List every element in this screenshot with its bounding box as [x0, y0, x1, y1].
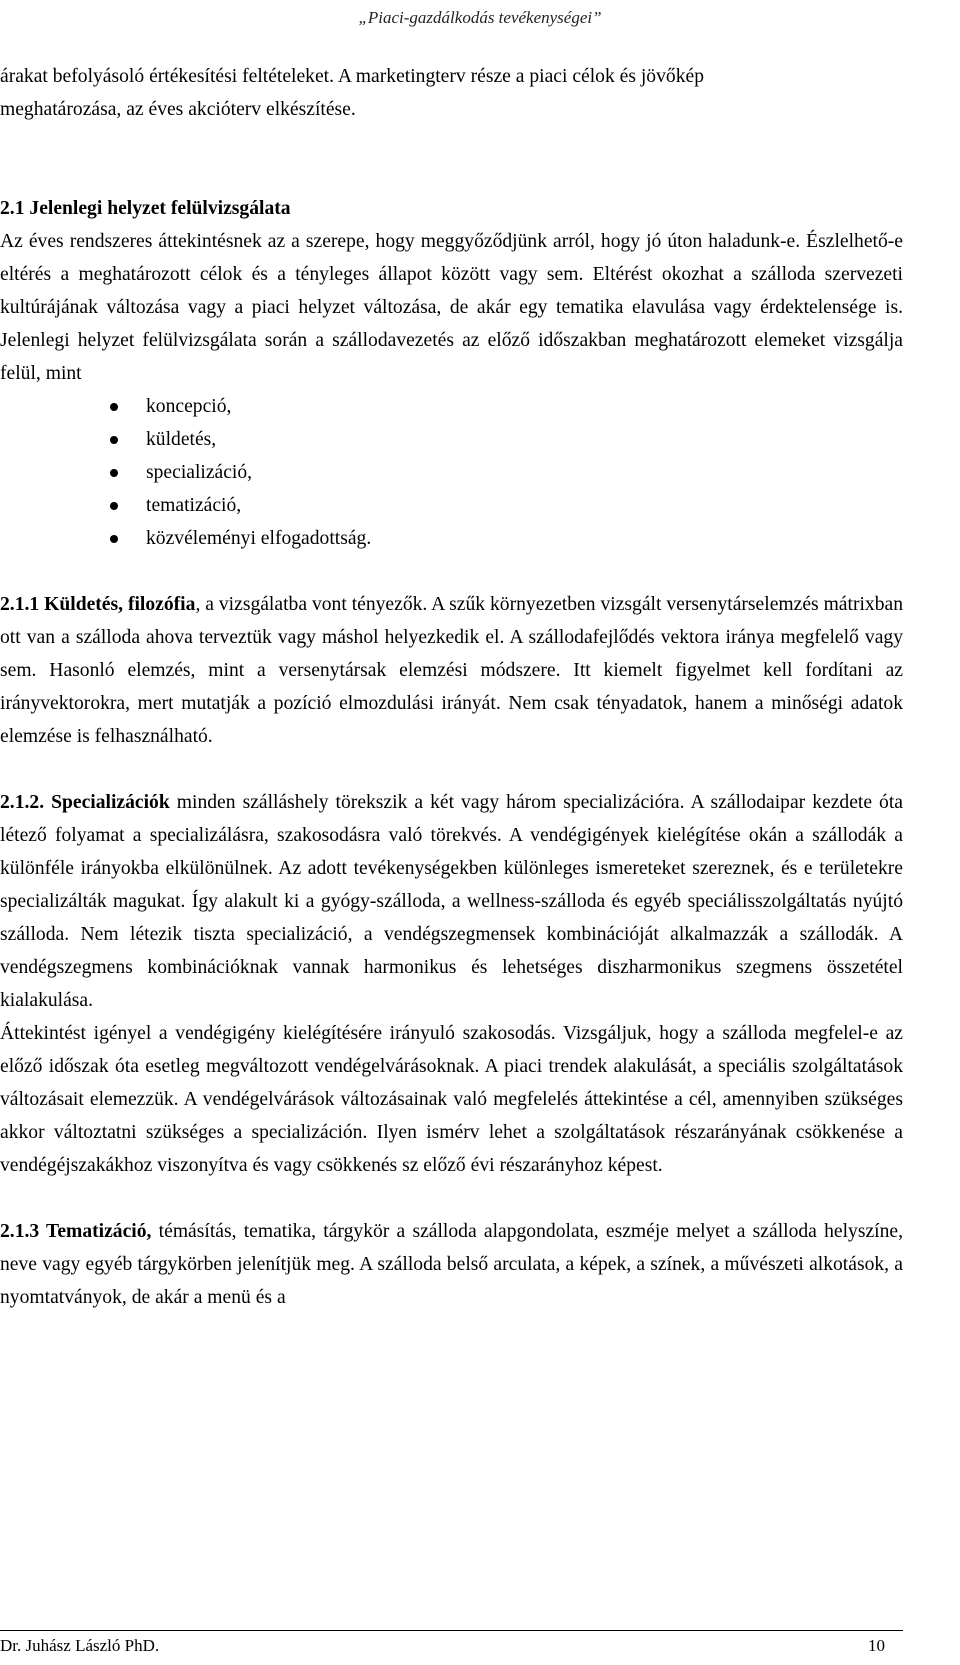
section-2-1-2-heading: Specializációk	[51, 792, 170, 813]
section-2-1-1-paragraph: 2.1.1 Küldetés, filozófia, a vizsgálatba vont tényezők. A szűk környezetben vizsgált versenytárselemzés mátrixban ott van a szálloda ahova terveztük vagy máshol helyezkedik el. A szállodafejlődés vektora iránya megfelelő vagy sem. Hasonló elemzés, mint a versenytársak elemzési módszere. Itt kiemelt figyelmet kell fordítani az irányvektorokra, mert mutatják a pozíció elmozdulási irányát. Nem csak tényadatok, hanem a minőségi adatok elemzése is felhasználható.	[0, 594, 904, 747]
intro-line-2: meghatározása, az éves akcióterv elkészítése.	[0, 99, 356, 120]
running-header: „Piaci-gazdálkodás tevékenységei”	[358, 8, 602, 27]
section-2-1-2-number: 2.1.2.	[0, 792, 52, 813]
list-item: tematizáció,	[0, 489, 903, 522]
section-2-1-2-paragraph: 2.1.2. Specializációk minden szálláshely törekszik a két vagy három specializációra. A szállodaipar kezdete óta létező folyamat a specializálásra, szakosodásra való törekvés. A vendégigények kielégítése okán a szállodák a különféle irányokba elkülönülnek. Az adott tevékenységekben különleges ismereteket szereznek, és e területekre specializálták magukat. Így alakult ki a gyógy-szálloda, a wellness-szálloda és egyéb speciálisszolgáltatás nyújtó szálloda. Nem létezik tiszta specializáció, a vendégszegmensek kombinációját alkalmazzák a szállodák. A vendégszegmens kombinációknak vannak harmonikus és lehetséges diszharmonikus szegmens összetétel kialakulása.	[0, 792, 903, 1011]
section-2-1-3-paragraph: 2.1.3 Tematizáció, témásítás, tematika, tárgykör a szálloda alapgondolata, eszméje melyet a szálloda helyszíne, neve vagy egyéb tárgykörben jelenítjük meg. A szálloda belső arculata, a képek, a színek, a művészeti alkotások, a nyomtatványok, de akár a menü és a	[0, 1221, 903, 1308]
list-item: koncepció,	[0, 390, 903, 423]
bullet-icon	[110, 502, 118, 510]
list-item: közvéleményi elfogadottság.	[0, 522, 903, 555]
footer-author: Dr. Juhász László PhD.	[0, 1636, 160, 1655]
list-item: specializáció,	[0, 456, 903, 489]
criteria-list	[0, 390, 903, 555]
list-item: küldetés,	[0, 423, 903, 456]
section-2-1-heading: 2.1 Jelenlegi helyzet felülvizsgálata	[0, 198, 291, 219]
bullet-icon	[110, 403, 118, 411]
footer-rule	[0, 1630, 903, 1631]
section-2-1-3-heading: 2.1.3 Tematizáció,	[0, 1221, 152, 1242]
intro-line-1: árakat befolyásoló értékesítési feltételeket. A marketingterv része a piaci célok és jövőkép	[0, 66, 704, 87]
section-2-1-paragraph: Az éves rendszeres áttekintésnek az a szerepe, hogy meggyőződjünk arról, hogy jó úton haladunk-e. Észlelhető-e eltérés a meghatározott célok és a tényleges állapot között vagy sem. Eltérést okozhat a szálloda szervezeti kultúrájának változása vagy a piaci helyzet változása, de akár egy tematika elavulása vagy érdektelensége is. Jelenlegi helyzet felülvizsgálata során a szállodavezetés az előző időszakban meghatározott elemeket vizsgálja felül, mint	[0, 231, 903, 384]
bullet-icon	[110, 436, 118, 444]
section-2-1-2-paragraph-2: Áttekintést igényel a vendégigény kielégítésére irányuló szakosodás. Vizsgáljuk, hogy a szálloda megfelel-e az előző időszak óta esetleg megváltozott vendégelvárásoknak. A piaci trendek alakulását, a speciális szolgáltatások változásait elemezzük. A vendégelvárások változásainak való megfelelés áttekintése a cél, amennyiben szükséges akkor változtatni szükséges a specializáción. Ilyen ismérv lehet a szolgáltatások részarányának csökkenése a vendégéjszakákhoz viszonyítva és vagy csökkenés sz előző évi részarányhoz képest.	[0, 1023, 903, 1176]
page-number: 10	[868, 1636, 885, 1655]
bullet-icon	[110, 469, 118, 477]
document-body	[0, 60, 903, 1314]
bullet-icon	[110, 535, 118, 543]
section-2-1-1-heading: 2.1.1 Küldetés, filozófia	[0, 594, 196, 615]
